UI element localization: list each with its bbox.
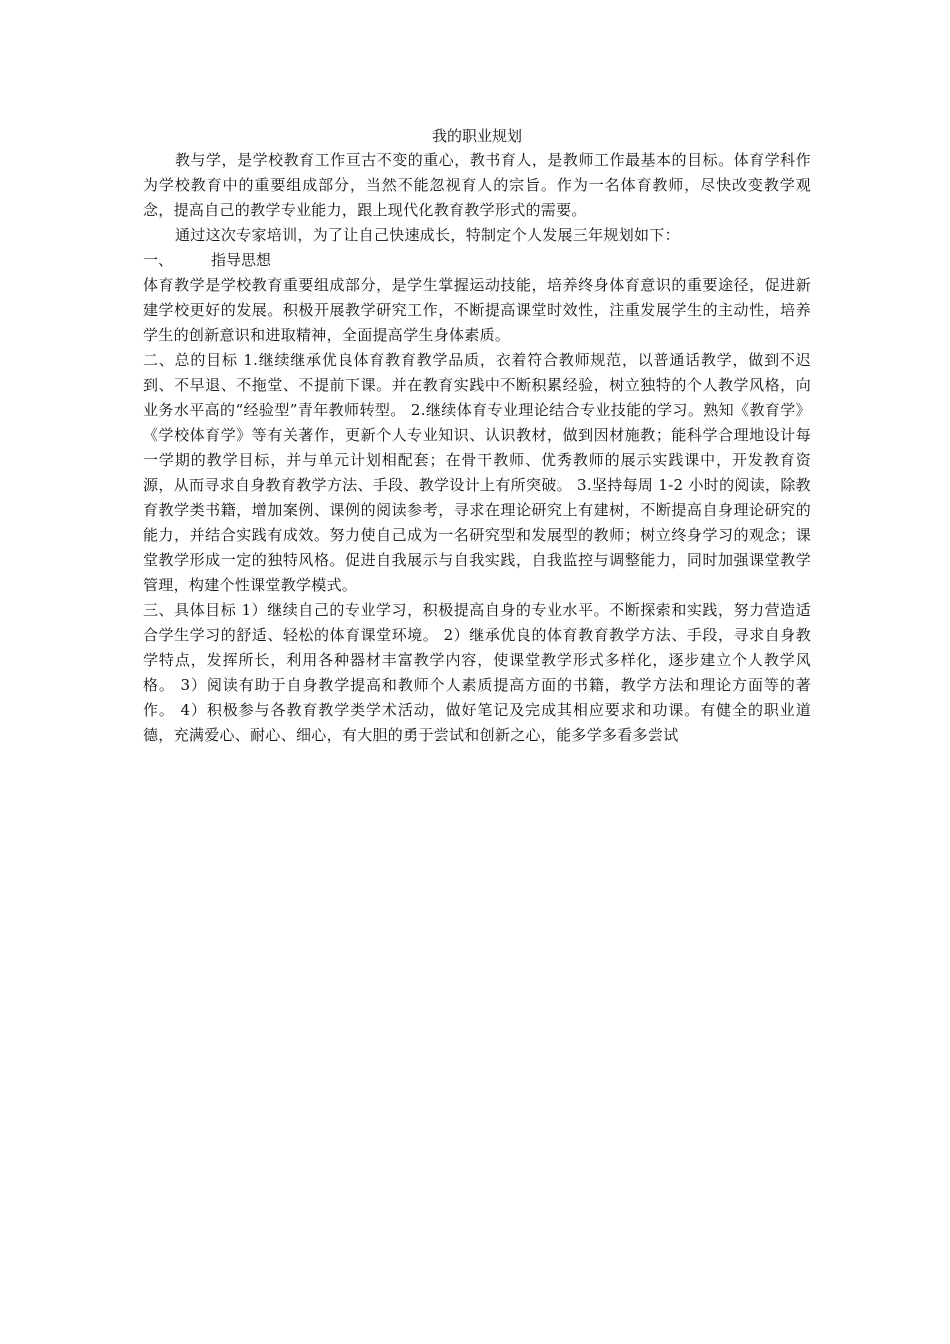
section1-heading bbox=[143, 248, 811, 273]
section3-paragraph: 三、具体目标 1）继续自己的专业学习，积极提高自身的专业水平。不断探索和实践，努力营造适合学生学习的舒适、轻松的体育课堂环境。 2）继承优良的体育教育教学方法、手段，寻求自身教学特点，发挥所长，利用各种器材丰富教学内容，使课堂教学形式多样化，逐步建立个人教学风格。 3）阅读有助于自身教学提高和教师个人素质提高方面的书籍，教学方法和理论方面等的著作。 4）积极参与各教育教学类学术活动，做好笔记及完成其相应要求和功课。有健全的职业道德，充满爱心、耐心、细心，有大胆的勇于尝试和创新之心，能多学多看多尝试 bbox=[143, 601, 811, 744]
section1-number: 一、 bbox=[143, 251, 174, 269]
section1-title: 指导思想 bbox=[211, 251, 272, 269]
intro-paragraph: 教与学，是学校教育工作亘古不变的重心，教书育人，是教师工作最基本的目标。体育学科作为学校教育中的重要组成部分，当然不能忽视育人的宗旨。作为一名体育教师，尽快改变教学观念，提高自己的教学专业能力，跟上现代化教育教学形式的需要。 bbox=[143, 151, 811, 219]
section2-paragraph: 二、总的目标 1.继续继承优良体育教育教学品质，衣着符合教师规范，以普通话教学，做到不迟到、不早退、不拖堂、不提前下课。并在教育实践中不断积累经验，树立独特的个人教学风格，向业务水平高的“经验型”青年教师转型。 2.继续体育专业理论结合专业技能的学习。熟知《教育学》《学校体育学》等有关著作，更新个人专业知识、认识教材，做到因材施教；能科学合理地设计每一学期的教学目标，并与单元计划相配套；在骨干教师、优秀教师的展示实践课中，开发教育资源，从而寻求自身教育教学方法、手段、教学设计上有所突破。 3.坚持每周 1-2 小时的阅读，除教育教学类书籍，增加案例、课例的阅读参考，寻求在理论研究上有建树，不断提高自身理论研究的能力，并结合实践有成效。努力使自己成为一名研究型和发展型的教师；树立终身学习的观念；课堂教学形成一定的独特风格。促进自我展示与自我实践，自我监控与调整能力，同时加强课堂教学管理，构建个性课堂教学模式。 bbox=[143, 351, 811, 594]
document-title: 我的职业规划 bbox=[431, 127, 522, 145]
section1-body: 体育教学是学校教育重要组成部分，是学生掌握运动技能，培养终身体育意识的重要途径，促进新建学校更好的发展。积极开展教学研究工作，不断提高课堂时效性，注重发展学生的主动性，培养学生的创新意识和进取精神，全面提高学生身体素质。 bbox=[143, 276, 811, 344]
document-page bbox=[143, 124, 811, 748]
lead-paragraph: 通过这次专家培训，为了让自己快速成长，特制定个人发展三年规划如下： bbox=[175, 226, 680, 244]
